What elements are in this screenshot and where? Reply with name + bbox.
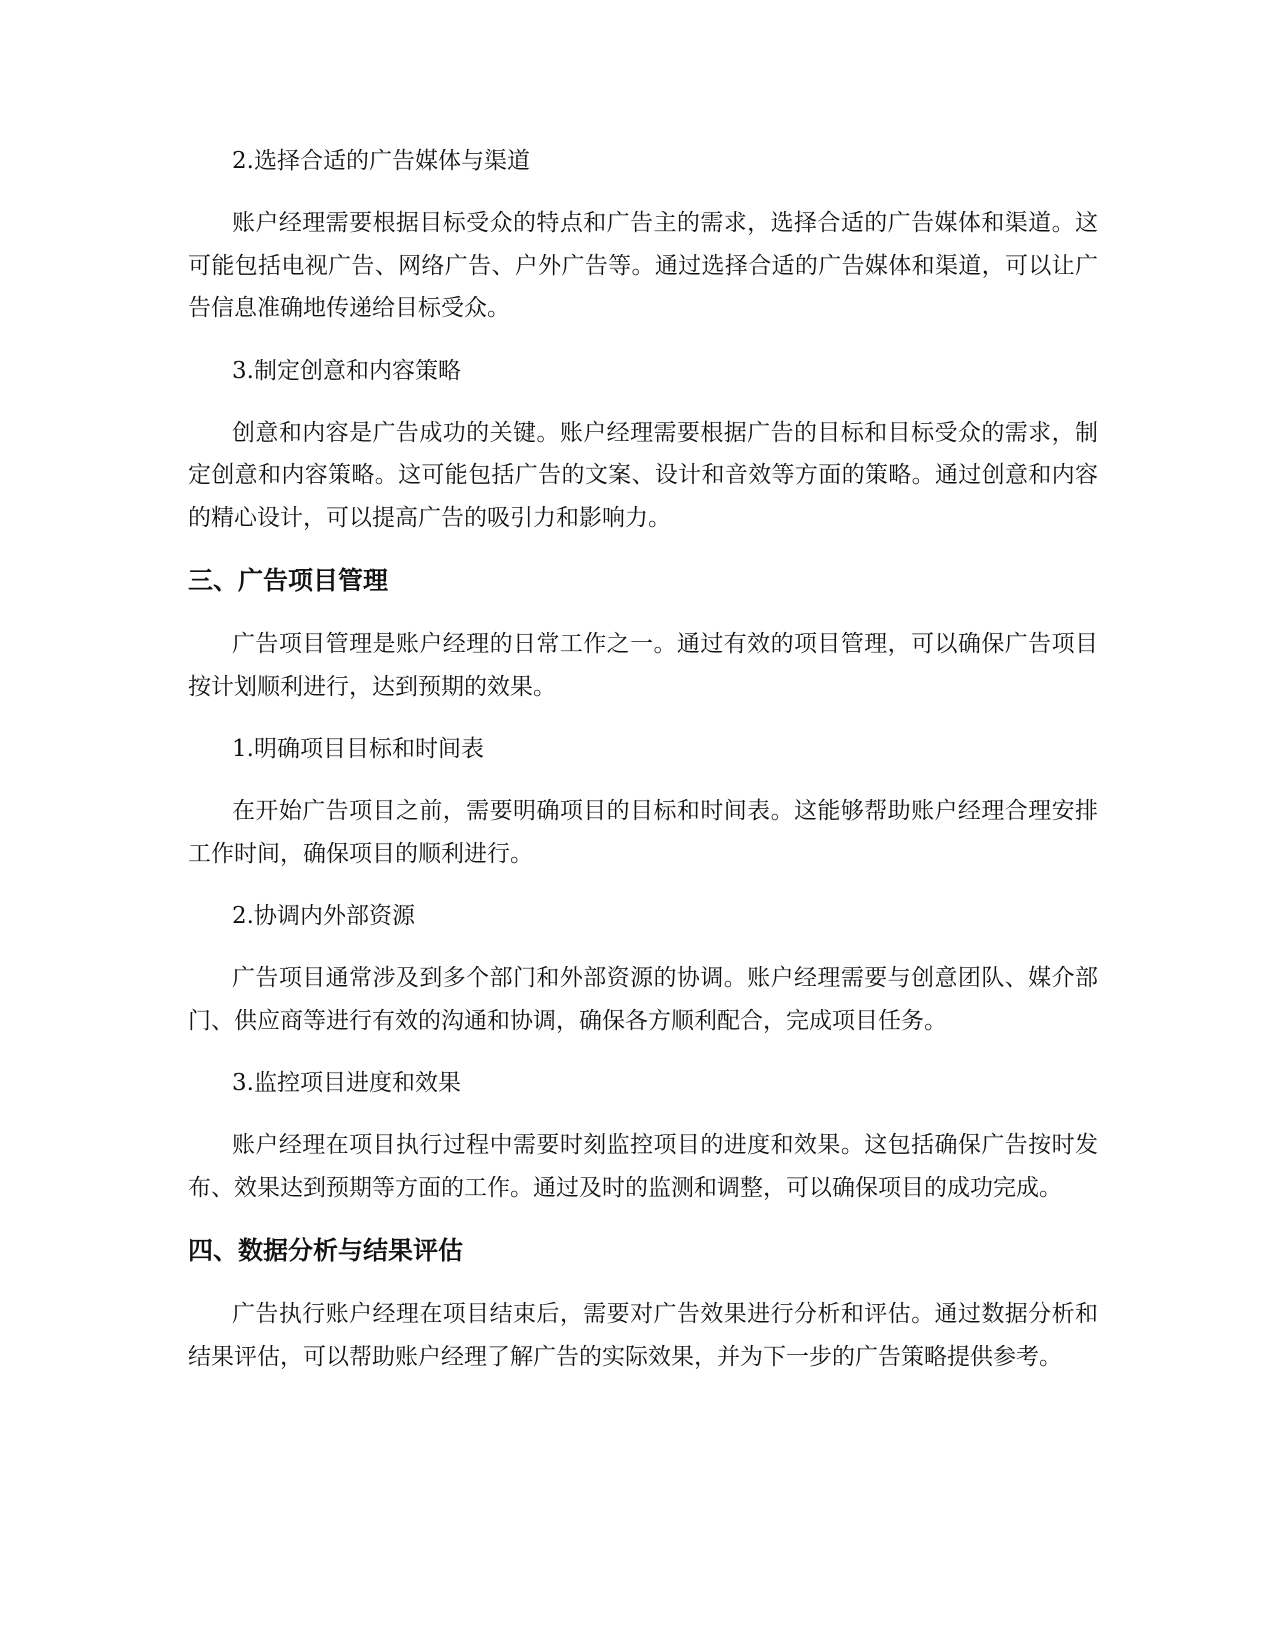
document-page [188,140,1098,1398]
paragraph-coordinate-resources: 广告项目通常涉及到多个部门和外部资源的协调。账户经理需要与创意团队、媒介部门、供应商等进行有效的沟通和协调，确保各方顺利配合，完成项目任务。 [188,965,1098,1034]
section-title-project-management: 三、广告项目管理 [188,566,389,595]
section-title-data-analysis: 四、数据分析与结果评估 [188,1236,464,1265]
subheading-select-media: 2.选择合适的广告媒体与渠道 [232,148,530,174]
paragraph-project-management-intro: 广告项目管理是账户经理的日常工作之一。通过有效的项目管理，可以确保广告项目按计划顺利进行，达到预期的效果。 [188,631,1098,700]
subheading-creative-strategy: 3.制定创意和内容策略 [232,357,461,384]
paragraph-data-analysis: 广告执行账户经理在项目结束后，需要对广告效果进行分析和评估。通过数据分析和结果评估，可以帮助账户经理了解广告的实际效果，并为下一步的广告策略提供参考。 [188,1301,1098,1370]
paragraph-goals-timeline: 在开始广告项目之前，需要明确项目的目标和时间表。这能够帮助账户经理合理安排工作时间，确保项目的顺利进行。 [188,798,1098,867]
subheading-coordinate-resources: 2.协调内外部资源 [232,903,415,929]
paragraph-monitor-progress: 账户经理在项目执行过程中需要时刻监控项目的进度和效果。这包括确保广告按时发布、效果达到预期等方面的工作。通过及时的监测和调整，可以确保项目的成功完成。 [188,1132,1098,1201]
subheading-monitor-progress: 3.监控项目进度和效果 [232,1070,461,1096]
paragraph-creative-strategy: 创意和内容是广告成功的关键。账户经理需要根据广告的目标和目标受众的需求，制定创意和内容策略。这可能包括广告的文案、设计和音效等方面的策略。通过创意和内容的精心设计，可以提高广告的吸引力和影响力。 [188,419,1098,531]
subheading-goals-timeline: 1.明确项目目标和时间表 [232,736,484,762]
paragraph-select-media: 账户经理需要根据目标受众的特点和广告主的需求，选择合适的广告媒体和渠道。这可能包括电视广告、网络广告、户外广告等。通过选择合适的广告媒体和渠道，可以让广告信息准确地传递给目标受众。 [188,210,1098,321]
